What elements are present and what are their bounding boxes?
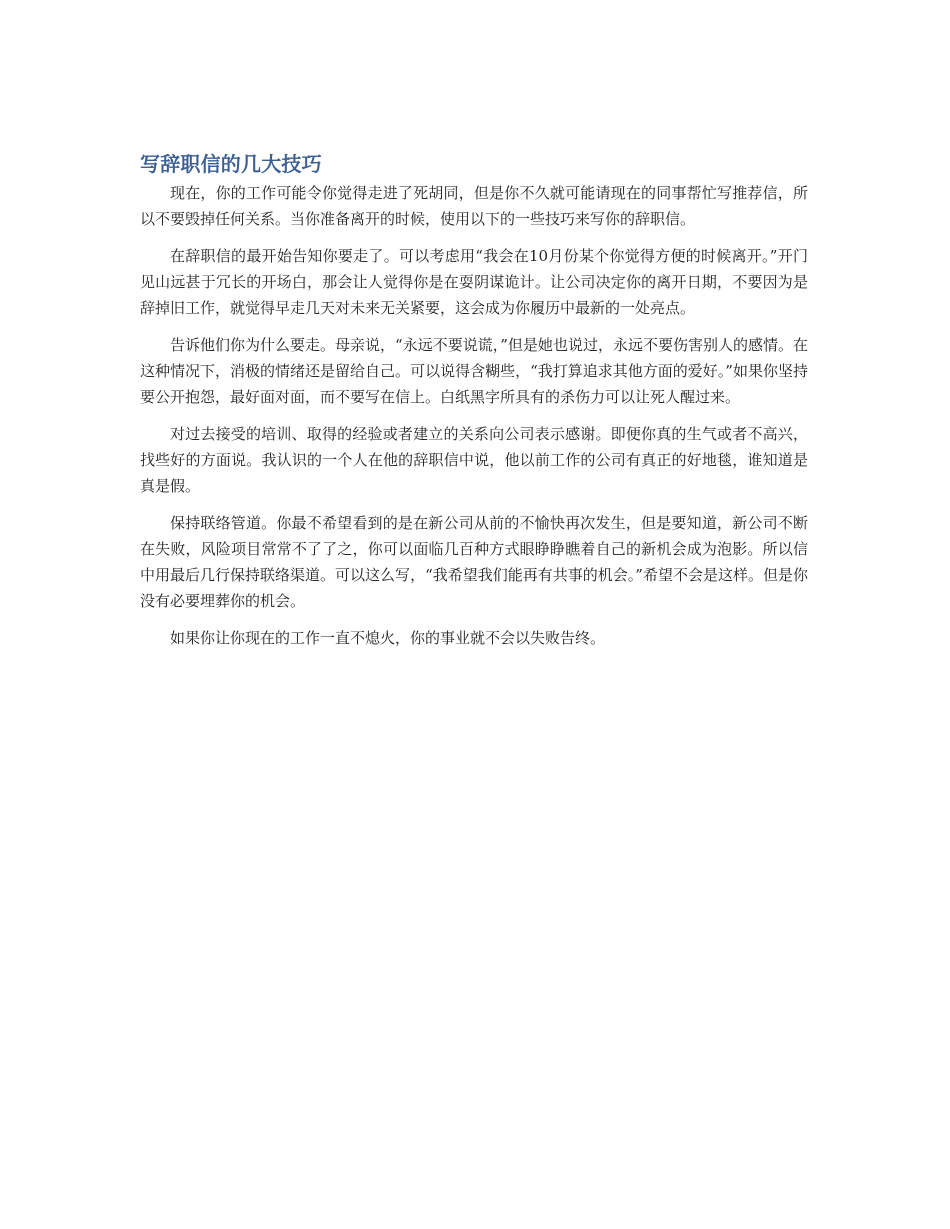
document-body	[140, 150, 808, 662]
document-title: 写辞职信的几大技巧	[140, 152, 322, 176]
paragraph-conclusion: 如果你让你现在的工作一直不熄火，你的事业就不会以失败告终。	[170, 629, 606, 647]
paragraph-tip-contact: 保持联络管道。你最不希望看到的是在新公司从前的不愉快再次发生，但是要知道，新公司不断在失败，风险项目常常不了了之，你可以面临几百种方式眼睁睁瞧着自己的新机会成为泡影。所以信中用最后几行保持联络渠道。可以这么写，“我希望我们能再有共事的机会。”希望不会是这样。但是你没有必要埋葬你的机会。	[140, 514, 808, 610]
paragraph-intro: 现在，你的工作可能令你觉得走进了死胡同，但是你不久就可能请现在的同事帮忙写推荐信，所以不要毁掉任何关系。当你准备离开的时候，使用以下的一些技巧来写你的辞职信。	[140, 184, 808, 228]
paragraph-tip-announce: 在辞职信的最开始告知你要走了。可以考虑用“我会在10月份某个你觉得方便的时候离开。”开门见山远甚于冗长的开场白，那会让人觉得你是在耍阴谋诡计。让公司决定你的离开日期，不要因为是辞掉旧工作，就觉得早走几天对未来无关紧要，这会成为你履历中最新的一处亮点。	[140, 247, 808, 317]
paragraph-tip-thanks: 对过去接受的培训、取得的经验或者建立的关系向公司表示感谢。即便你真的生气或者不高兴，找些好的方面说。我认识的一个人在他的辞职信中说，他以前工作的公司有真正的好地毯，谁知道是真是假。	[140, 425, 808, 495]
paragraph-tip-reason: 告诉他们你为什么要走。母亲说，“永远不要说谎，”但是她也说过，永远不要伤害别人的感情。在这种情况下，消极的情绪还是留给自己。可以说得含糊些，“我打算追求其他方面的爱好。”如果你坚持要公开抱怨，最好面对面，而不要写在信上。白纸黑字所具有的杀伤力可以让死人醒过来。	[140, 336, 808, 406]
